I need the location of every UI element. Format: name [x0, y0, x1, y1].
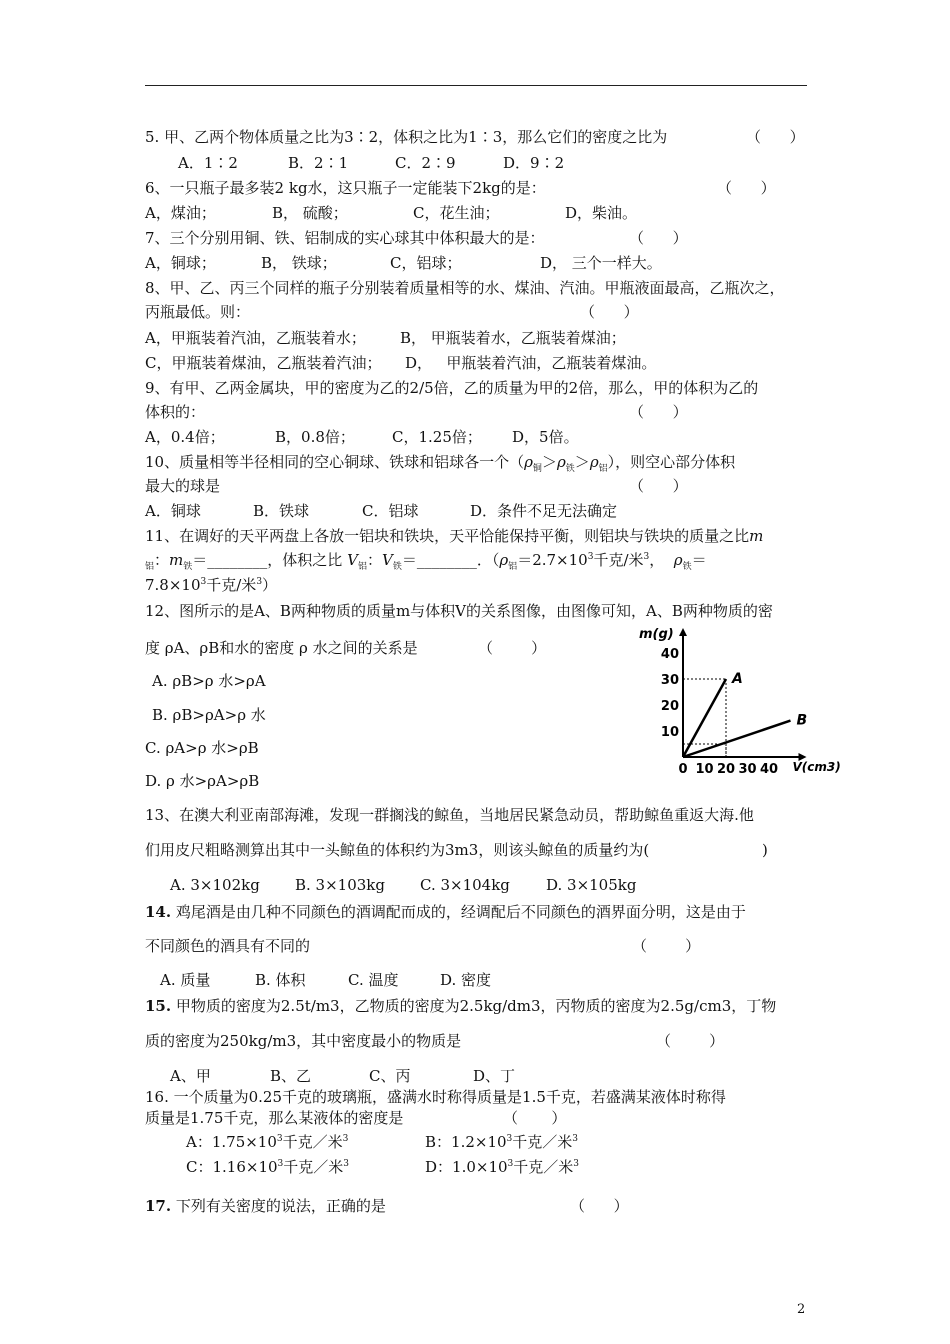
x-tick-label: 30	[738, 762, 757, 777]
q12-option-b: B. ρB>ρA>ρ 水	[152, 706, 266, 724]
question-5-text: 5. 甲、乙两个物体质量之比为3∶2，体积之比为1∶3，那么它们的密度之比为	[145, 128, 668, 146]
question-8-line1: 8、甲、乙、丙三个同样的瓶子分别装着质量相等的水、煤油、汽油。甲瓶液面最高，乙瓶次之，	[145, 279, 785, 297]
q16-c-value: C：1.16×10	[186, 1158, 278, 1176]
q11-exp: 3	[256, 577, 263, 587]
question-10-line1	[145, 452, 735, 472]
q13-option-b: B. 3×103kg	[295, 876, 385, 894]
y-axis-label: m(g)	[639, 627, 674, 642]
x-tick-label: 10	[695, 762, 714, 777]
q11-fe-eq: ＝	[691, 551, 707, 569]
q11-exp: 3	[643, 552, 650, 562]
q15-option-c: C、丙	[369, 1067, 411, 1085]
question-11-line3	[145, 575, 277, 595]
x-tick-label: 20	[716, 762, 736, 777]
question-12-line2: 度 ρA、ρB和水的密度 ρ 水之间的关系是	[145, 639, 418, 657]
q9-option-a: A，0.4倍；	[145, 428, 225, 446]
question-13-paren: )	[762, 841, 768, 859]
q11-close: ）	[262, 576, 278, 594]
q8-option-c: C，甲瓶装着煤油，乙瓶装着汽油；	[145, 354, 382, 372]
q10-option-d: D．条件不足无法确定	[470, 502, 618, 520]
q8-option-d: D， 甲瓶装着汽油，乙瓶装着煤油。	[405, 354, 657, 372]
q13-option-c: C. 3×104kg	[420, 876, 510, 894]
question-8-line2: 丙瓶最低。则：	[145, 303, 251, 321]
q14-option-a: A. 质量	[160, 971, 211, 989]
q16-unit: 千克／米	[282, 1133, 343, 1151]
q11-colon: ：	[366, 551, 382, 569]
question-7-paren: （ ）	[629, 229, 688, 247]
q15-option-a: A、甲	[170, 1067, 211, 1085]
q16-option-c	[186, 1157, 349, 1177]
q8-option-b: B， 甲瓶装着水，乙瓶装着煤油；	[400, 329, 626, 347]
question-10-line2: 最大的球是	[145, 477, 221, 495]
series-label-a: A	[732, 671, 743, 687]
question-9-line1: 9、有甲、乙两金属块，甲的密度为乙的2/5倍，乙的质量为甲的2倍，那么，甲的体积为乙的	[145, 379, 759, 397]
q11-sub-fe: 铁	[682, 562, 692, 572]
question-17-paren: （ ）	[570, 1197, 629, 1215]
q16-exp: 3	[572, 1134, 579, 1144]
y-tick-label: 20	[660, 699, 679, 714]
q11-unit: 千克/米	[593, 551, 644, 569]
rho-sub-al: 铝	[598, 464, 608, 474]
q6-option-b: B， 硫酸；	[272, 204, 348, 222]
q7-option-a: A，铜球；	[145, 254, 216, 272]
q9-option-b: B，0.8倍；	[275, 428, 355, 446]
q5-option-d: D．9∶2	[503, 154, 565, 172]
q11-sub-fe: 铁	[183, 562, 193, 572]
q16-exp: 3	[573, 1159, 580, 1169]
q12-option-c: C. ρA>ρ 水>ρB	[145, 739, 259, 757]
q12-option-a: A. ρB>ρ 水>ρA	[152, 672, 266, 690]
q10-option-c: C．铝球	[362, 502, 419, 520]
question-11-line1	[145, 526, 763, 546]
gt-sign: ＞	[574, 453, 590, 471]
q6-option-d: D，柴油。	[565, 204, 638, 222]
y-tick-label: 30	[660, 673, 679, 688]
q11-m-symbol: m	[169, 551, 184, 569]
q17-number: 17.	[145, 1197, 172, 1215]
question-15-line2: 质的密度为250kg/m3，其中密度最小的物质是	[145, 1032, 462, 1050]
q11-exp: 3	[587, 552, 594, 562]
q6-option-c: C，花生油；	[413, 204, 500, 222]
question-9-paren: （ ）	[629, 403, 688, 421]
question-6-paren: （ ）	[717, 179, 776, 197]
question-14-line2: 不同颜色的酒具有不同的	[145, 937, 311, 955]
question-7-text: 7、三个分别用铜、铁、铝制成的实心球其中体积最大的是：	[145, 229, 545, 247]
x-tick-label: 0	[678, 762, 688, 777]
question-13-line1: 13、在澳大利亚南部海滩，发现一群搁浅的鲸鱼，当地居民紧急动员，帮助鲸鱼重返大海.他	[145, 806, 754, 824]
q16-b-value: B：1.2×10	[425, 1133, 507, 1151]
q11-sub-al: 铝	[508, 562, 518, 572]
rho-symbol: ρ	[499, 551, 509, 569]
q11-blank-2: ＝________．（	[401, 551, 500, 569]
q10-option-a: A．铜球	[145, 502, 201, 520]
question-15-line1	[145, 996, 776, 1016]
q16-option-d	[425, 1157, 579, 1177]
question-15-paren: （ ）	[656, 1032, 725, 1050]
q14-option-c: C. 温度	[348, 971, 399, 989]
question-10-paren: （ ）	[629, 477, 688, 495]
q9-option-d: D，5倍。	[512, 428, 579, 446]
q10-part1: 10、质量相等半径相同的空心铜球、铁球和铝球各一个（	[145, 453, 525, 471]
q15-number: 15.	[145, 997, 172, 1015]
q15-option-d: D、丁	[473, 1067, 516, 1085]
q11-fe-density: 7.8×10	[145, 576, 201, 594]
q15-text: 甲物质的密度为2.5t/m3，乙物质的密度为2.5kg/dm3，丙物质的密度为2.5g/cm3，丁物	[171, 997, 777, 1015]
q16-d-value: D：1.0×10	[425, 1158, 508, 1176]
q5-option-b: B．2∶1	[288, 154, 349, 172]
q16-unit: 千克／米	[513, 1158, 574, 1176]
q11-sep: ，	[649, 551, 674, 569]
q14-text: 鸡尾酒是由几种不同颜色的酒调配而成的，经调配后不同颜色的酒界面分明，这是由于	[171, 903, 746, 921]
q16-exp: 3	[342, 1134, 349, 1144]
question-12-line1: 12、图所示的是A、B两种物质的质量m与体积V的关系图像，由图像可知，A、B两种物质的密	[145, 602, 773, 620]
rho-sub-fe: 铁	[565, 464, 575, 474]
question-16-line2: 质量是1.75千克，那么某液体的密度是	[145, 1109, 404, 1127]
rho-symbol: ρ	[524, 453, 533, 471]
q14-option-b: B. 体积	[255, 971, 306, 989]
q14-option-d: D. 密度	[440, 971, 492, 989]
q11-unit: 千克/米	[206, 576, 257, 594]
q16-exp: 3	[506, 1134, 513, 1144]
question-8-paren: （ ）	[580, 303, 639, 321]
q7-option-d: D， 三个一样大。	[540, 254, 662, 272]
q7-option-b: B， 铁球；	[261, 254, 337, 272]
q11-v-symbol: V	[381, 551, 393, 569]
q11-sub-al: 铝	[357, 562, 367, 572]
q14-number: 14.	[145, 903, 172, 921]
q11-exp: 3	[200, 577, 207, 587]
q17-text: 下列有关密度的说法，正确的是	[171, 1197, 386, 1215]
question-16-paren: （ ）	[503, 1109, 567, 1127]
question-11-line2	[145, 550, 707, 570]
q16-a-value: A：1.75×10	[186, 1133, 277, 1151]
mass-volume-chart	[635, 627, 845, 780]
q7-option-c: C，铝球；	[390, 254, 462, 272]
q11-al-density: ＝2.7×10	[517, 551, 588, 569]
q9-option-c: C，1.25倍；	[392, 428, 482, 446]
rho-symbol: ρ	[589, 453, 599, 471]
q11-colon: ：	[154, 551, 170, 569]
q11-sub-fe: 铁	[392, 562, 402, 572]
x-tick-label: 40	[759, 762, 779, 777]
q16-option-a	[186, 1132, 348, 1152]
y-tick-label: 40	[660, 647, 679, 662]
question-16-line1: 16. 一个质量为0.25千克的玻璃瓶，盛满水时称得质量是1.5千克，若盛满某液体时称得	[145, 1088, 726, 1106]
rho-symbol: ρ	[673, 551, 683, 569]
question-17	[145, 1196, 386, 1216]
q16-unit: 千克／米	[512, 1133, 573, 1151]
q5-option-c: C．2∶9	[395, 154, 456, 172]
q12-option-d: D. ρ 水>ρA>ρB	[145, 772, 260, 790]
q16-exp: 3	[277, 1159, 284, 1169]
y-axis-arrow	[679, 628, 687, 636]
question-5	[145, 127, 667, 147]
rho-symbol: ρ	[556, 453, 566, 471]
question-5-paren: （ ）	[746, 128, 805, 146]
q11-mid: ，体积之比	[267, 551, 343, 569]
q11-part1: 11、在调好的天平两盘上各放一铝块和铁块，天平恰能保持平衡，则铝块与铁块的质量之比	[145, 527, 750, 545]
q13-option-d: D. 3×105kg	[546, 876, 637, 894]
q11-v-symbol: V	[347, 551, 358, 569]
series-label-b: B	[796, 712, 808, 729]
question-14-paren: （ ）	[632, 937, 701, 955]
header-rule	[145, 85, 807, 86]
q16-option-b	[425, 1132, 578, 1152]
q11-blank-1: ＝________	[192, 551, 268, 569]
q5-option-a: A．1∶2	[178, 154, 238, 172]
rho-sub-cu: 铜	[532, 464, 542, 474]
q10-option-b: B．铁球	[253, 502, 310, 520]
question-13-line2: 们用皮尺粗略测算出其中一头鲸鱼的体积约为3m3，则该头鲸鱼的质量约为(	[145, 841, 650, 859]
q15-option-b: B、乙	[270, 1067, 312, 1085]
question-14-line1	[145, 902, 746, 922]
q11-m-symbol: m	[749, 527, 764, 545]
q16-exp: 3	[507, 1159, 514, 1169]
gt-sign: ＞	[541, 453, 557, 471]
q13-option-a: A. 3×102kg	[170, 876, 260, 894]
q11-sub-al: 铝	[145, 562, 155, 572]
q16-exp: 3	[343, 1159, 350, 1169]
question-9-line2: 体积的：	[145, 403, 206, 421]
x-axis-label: V(cm3)	[792, 760, 841, 774]
q6-option-a: A，煤油；	[145, 204, 216, 222]
question-12-paren: （ ）	[478, 639, 547, 657]
q16-exp: 3	[276, 1134, 283, 1144]
q8-option-a: A，甲瓶装着汽油，乙瓶装着水；	[145, 329, 366, 347]
y-tick-label: 10	[660, 725, 679, 740]
q10-part2: ），则空心部分体积	[607, 453, 736, 471]
q16-unit: 千克／米	[283, 1158, 344, 1176]
page-number: 2	[797, 1302, 806, 1317]
question-6-text: 6、一只瓶子最多装2 kg水，这只瓶子一定能装下2kg的是：	[145, 179, 546, 197]
